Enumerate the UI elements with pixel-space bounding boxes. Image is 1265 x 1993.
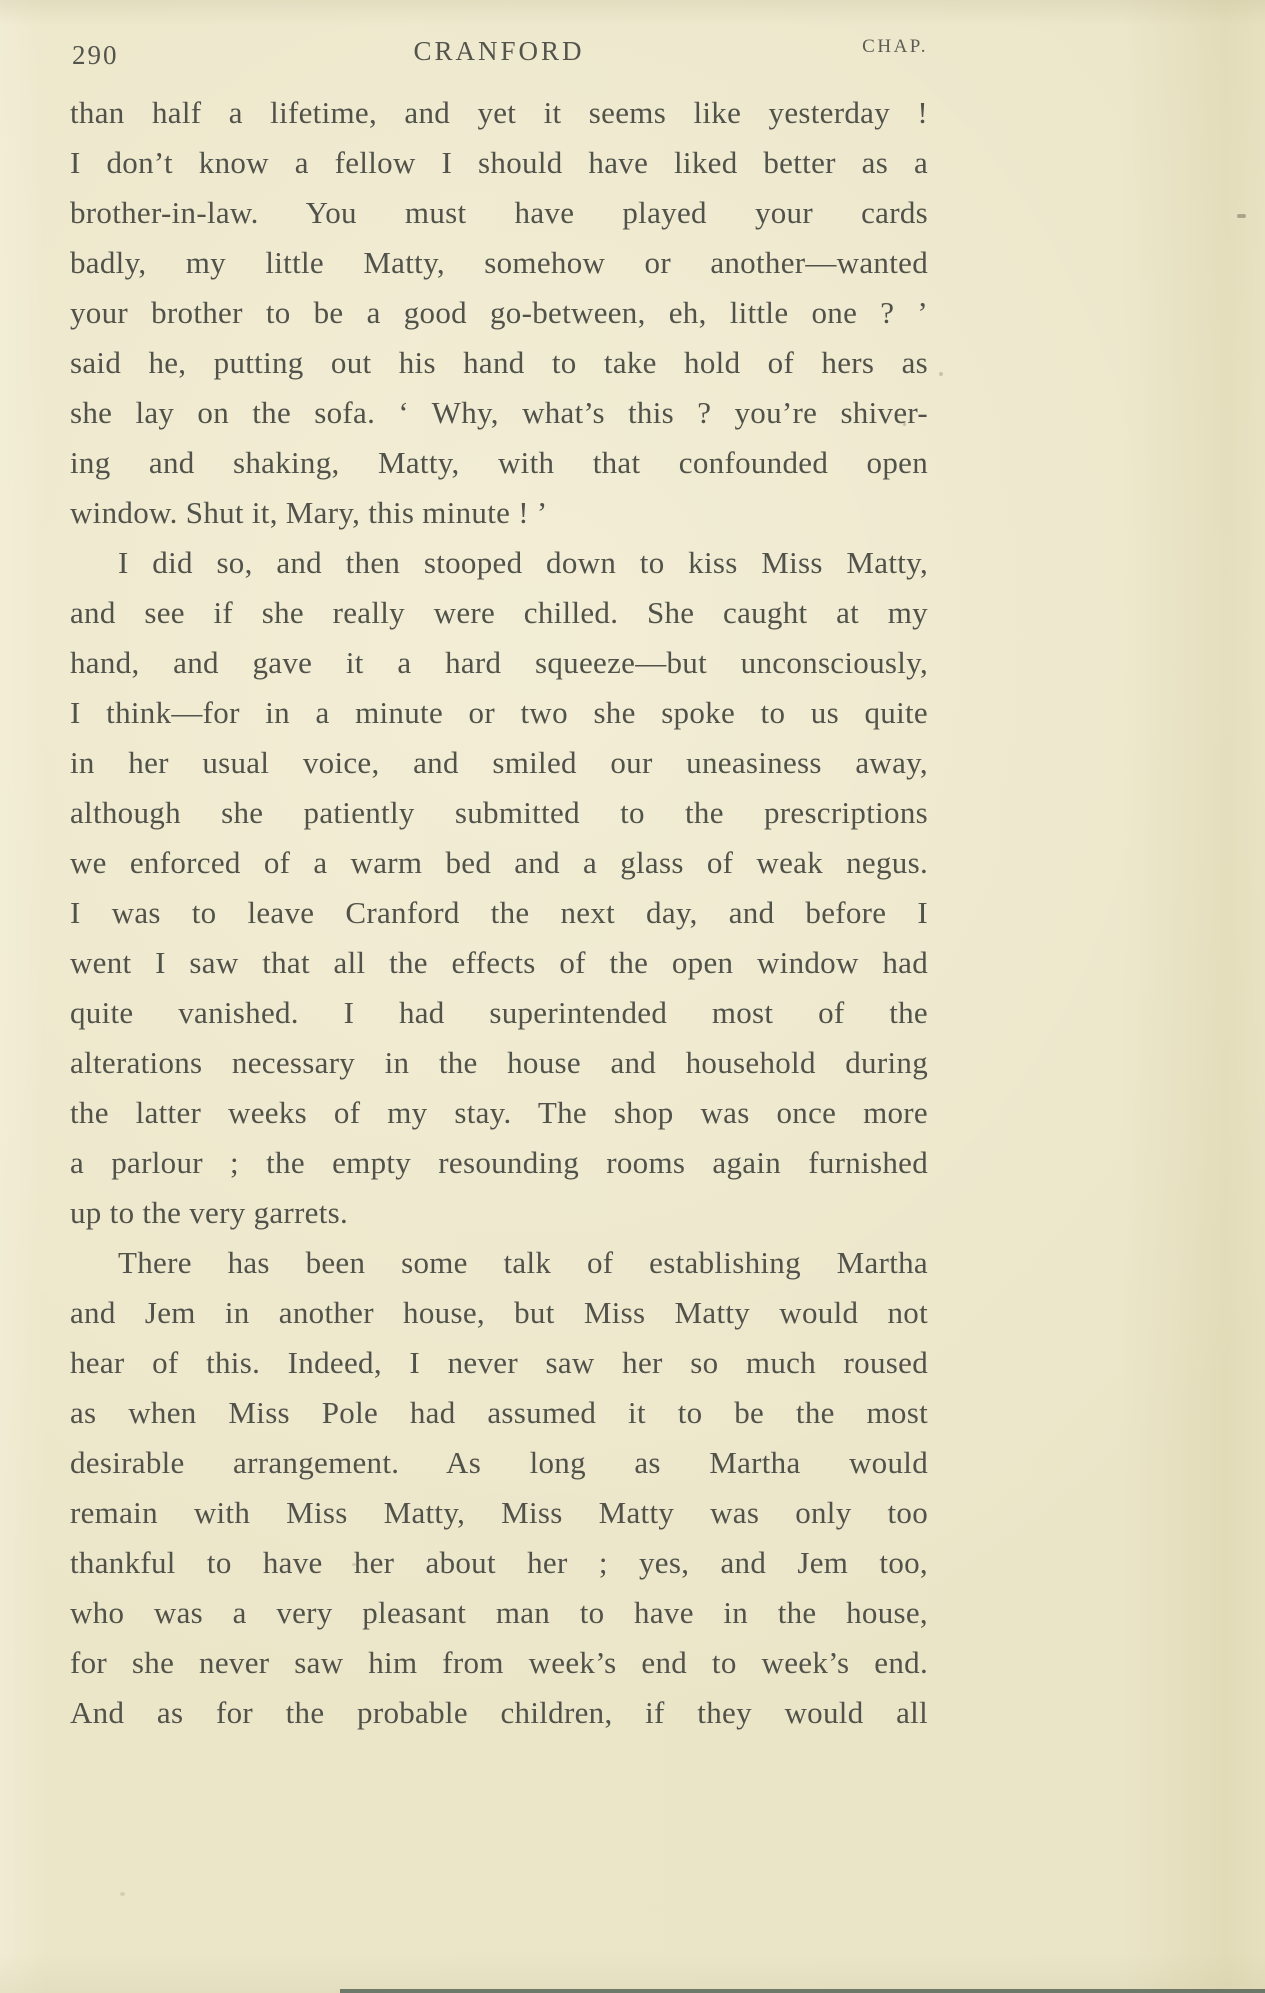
text-line: in her usual voice, and smiled our uneasiness away, [70, 745, 928, 780]
text-line: for she never saw him from week’s end to week’s end. [70, 1645, 928, 1680]
text-line: badly, my little Matty, somehow or another—wanted [70, 245, 928, 280]
text-line: and see if she really were chilled. She caught at my [70, 595, 928, 630]
text-line: brother-in-law. You must have played your cards [70, 195, 928, 230]
text-line: the latter weeks of my stay. The shop was once more [70, 1095, 928, 1130]
text-line: And as for the probable children, if they would all [70, 1695, 928, 1730]
text-line: thankful to have her about her ; yes, and Jem too, [70, 1545, 928, 1580]
paper-speck [1237, 214, 1246, 218]
text-line: who was a very pleasant man to have in the house, [70, 1595, 928, 1630]
scan-edge-artifact [340, 1989, 1265, 1993]
text-line: remain with Miss Matty, Miss Matty was only too [70, 1495, 928, 1530]
page-body [70, 88, 928, 1738]
text-line: hear of this. Indeed, I never saw her so much roused [70, 1345, 928, 1380]
text-line: than half a lifetime, and yet it seems like yesterday ! [70, 95, 928, 130]
text-line: up to the very garrets. [70, 1195, 349, 1230]
text-line: I did so, and then stooped down to kiss Miss Matty, [118, 545, 928, 580]
text-line: as when Miss Pole had assumed it to be the most [70, 1395, 928, 1430]
text-line: she lay on the sofa. ‘ Why, what’s this ? you’re shiver- [70, 395, 928, 430]
paper-speck [120, 1892, 125, 1896]
text-line: your brother to be a good go-between, eh, little one ? ’ [70, 295, 928, 330]
text-line: said he, putting out his hand to take hold of hers as [70, 345, 928, 380]
text-line: although she patiently submitted to the prescriptions [70, 795, 928, 830]
paper-speck [939, 372, 943, 376]
text-line: desirable arrangement. As long as Martha would [70, 1445, 928, 1480]
text-line: we enforced of a warm bed and a glass of weak negus. [70, 845, 928, 880]
page-header [70, 36, 928, 70]
text-line: There has been some talk of establishing Martha [118, 1245, 928, 1280]
text-line: and Jem in another house, but Miss Matty would not [70, 1295, 928, 1330]
text-line: hand, and gave it a hard squeeze—but unconsciously, [70, 645, 928, 680]
chapter-label: CHAP. [862, 36, 928, 57]
paper-speck [352, 1563, 356, 1566]
text-line: ing and shaking, Matty, with that confounded open [70, 445, 928, 480]
text-line: window. Shut it, Mary, this minute ! ’ [70, 495, 548, 530]
paper-speck [903, 423, 906, 426]
text-line: I was to leave Cranford the next day, and before I [70, 895, 928, 930]
page-number: 290 [72, 40, 119, 70]
text-line: I don’t know a fellow I should have liked better as a [70, 145, 928, 180]
running-title: CRANFORD [413, 36, 585, 66]
text-line: alterations necessary in the house and household during [70, 1045, 928, 1080]
text-line: a parlour ; the empty resounding rooms again furnished [70, 1145, 928, 1180]
text-line: quite vanished. I had superintended most of the [70, 995, 928, 1030]
text-line: went I saw that all the effects of the open window had [70, 945, 928, 980]
text-line: I think—for in a minute or two she spoke to us quite [70, 695, 928, 730]
